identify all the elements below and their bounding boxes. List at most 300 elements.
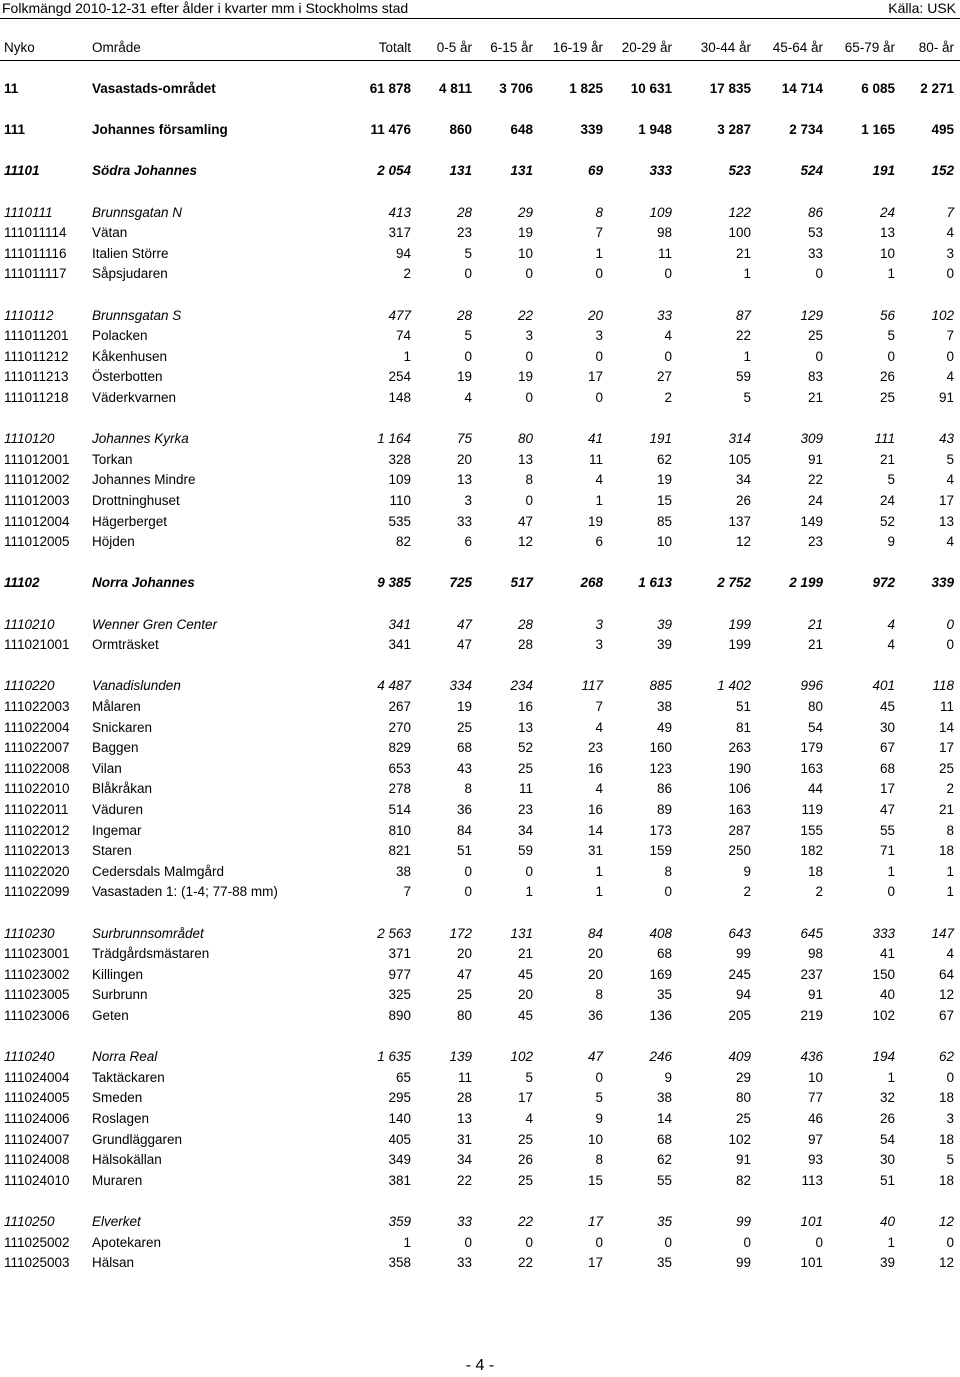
cell-nyko: 111022020	[4, 864, 70, 879]
cell-age-80: 11	[939, 699, 954, 714]
table-row	[0, 1089, 960, 1109]
cell-age-6-15: 0	[525, 390, 533, 405]
cell-age-0-5: 22	[456, 1173, 472, 1188]
cell-age-16-19: 8	[595, 987, 603, 1002]
cell-nyko: 111012005	[4, 534, 70, 549]
cell-age-0-5: 0	[464, 266, 472, 281]
cell-totalt: 514	[388, 802, 411, 817]
cell-age-0-5: 47	[456, 967, 472, 982]
cell-age-0-5: 131	[449, 163, 472, 178]
cell-age-45-64: 2 199	[789, 575, 823, 590]
cell-age-80: 3	[946, 1111, 954, 1126]
cell-age-16-19: 4	[595, 720, 603, 735]
cell-nyko: 111024004	[4, 1070, 70, 1085]
cell-age-16-19: 16	[587, 802, 603, 817]
cell-nyko: 1110250	[4, 1214, 55, 1229]
cell-totalt: 267	[388, 699, 411, 714]
table-row	[0, 842, 960, 862]
cell-age-65-79: 71	[879, 843, 895, 858]
cell-age-6-15: 0	[525, 1235, 533, 1250]
cell-age-45-64: 21	[807, 390, 823, 405]
cell-totalt: 38	[395, 864, 411, 879]
cell-age-65-79: 9	[887, 534, 895, 549]
cell-age-6-15: 22	[517, 1214, 533, 1229]
cell-age-30-44: 26	[735, 493, 751, 508]
cell-age-65-79: 56	[879, 308, 895, 323]
cell-age-6-15: 102	[510, 1049, 533, 1064]
cell-omrade: Johannes församling	[92, 122, 228, 137]
cell-age-30-44: 22	[735, 328, 751, 343]
cell-age-20-29: 89	[656, 802, 672, 817]
cell-age-65-79: 67	[879, 740, 895, 755]
cell-omrade: Wenner Gren Center	[92, 617, 218, 632]
column-header-age-20-29: 20-29 år	[621, 40, 672, 55]
cell-age-80: 64	[938, 967, 954, 982]
cell-omrade: Vasastads-området	[92, 81, 216, 96]
cell-age-6-15: 59	[517, 843, 533, 858]
cell-age-65-79: 51	[879, 1173, 895, 1188]
cell-age-80: 0	[946, 349, 954, 364]
cell-totalt: 1	[403, 349, 411, 364]
cell-totalt: 890	[388, 1008, 411, 1023]
cell-totalt: 1 164	[377, 431, 411, 446]
cell-nyko: 111012001	[4, 452, 70, 467]
cell-age-45-64: 645	[800, 926, 823, 941]
cell-age-45-64: 22	[807, 472, 823, 487]
cell-omrade: Kåkenhusen	[92, 349, 168, 364]
cell-age-6-15: 648	[510, 122, 533, 137]
cell-age-65-79: 4	[887, 637, 895, 652]
cell-totalt: 4 487	[377, 678, 411, 693]
cell-age-65-79: 40	[879, 1214, 895, 1229]
cell-age-0-5: 25	[456, 987, 472, 1002]
cell-age-80: 8	[946, 823, 954, 838]
cell-age-65-79: 972	[872, 575, 895, 590]
cell-age-6-15: 80	[517, 431, 533, 446]
cell-totalt: 65	[395, 1070, 411, 1085]
cell-age-20-29: 35	[656, 1255, 672, 1270]
cell-age-0-5: 334	[449, 678, 472, 693]
cell-age-20-29: 0	[664, 1235, 672, 1250]
cell-age-65-79: 1 165	[861, 122, 895, 137]
cell-age-20-29: 49	[656, 720, 672, 735]
cell-age-80: 339	[931, 575, 954, 590]
cell-age-6-15: 22	[517, 1255, 533, 1270]
cell-age-16-19: 0	[595, 1070, 603, 1085]
table-row	[0, 574, 960, 594]
cell-nyko: 111022012	[4, 823, 70, 838]
cell-age-65-79: 55	[879, 823, 895, 838]
cell-age-65-79: 10	[879, 246, 895, 261]
cell-omrade: Torkan	[92, 452, 133, 467]
cell-omrade: Cedersdals Malmgård	[92, 864, 225, 879]
cell-age-45-64: 97	[807, 1132, 823, 1147]
cell-totalt: 94	[395, 246, 411, 261]
cell-omrade: Grundläggaren	[92, 1132, 183, 1147]
cell-age-0-5: 33	[456, 514, 472, 529]
cell-nyko: 1110210	[4, 617, 55, 632]
cell-age-6-15: 29	[517, 205, 533, 220]
cell-age-30-44: 105	[728, 452, 751, 467]
table-row	[0, 739, 960, 759]
cell-age-45-64: 54	[807, 720, 823, 735]
cell-age-16-19: 17	[587, 369, 603, 384]
cell-age-30-44: 263	[728, 740, 751, 755]
cell-age-0-5: 11	[457, 1070, 472, 1085]
cell-age-0-5: 68	[456, 740, 472, 755]
cell-age-65-79: 5	[887, 328, 895, 343]
report-title: Folkmängd 2010-12-31 efter ålder i kvarter mm i Stockholms stad	[2, 0, 409, 16]
cell-age-65-79: 1	[887, 1070, 895, 1085]
table-row	[0, 966, 960, 986]
cell-omrade: Vilan	[92, 761, 122, 776]
cell-age-45-64: 0	[815, 266, 823, 281]
cell-age-20-29: 62	[656, 1152, 672, 1167]
cell-age-80: 2 271	[920, 81, 954, 96]
cell-totalt: 254	[388, 369, 411, 384]
cell-age-30-44: 190	[728, 761, 751, 776]
table-row	[0, 1213, 960, 1233]
cell-age-16-19: 1	[595, 493, 603, 508]
cell-age-16-19: 3	[595, 637, 603, 652]
cell-age-16-19: 3	[595, 617, 603, 632]
cell-age-16-19: 339	[580, 122, 603, 137]
cell-age-65-79: 54	[879, 1132, 895, 1147]
cell-age-16-19: 14	[587, 823, 603, 838]
cell-nyko: 1110220	[4, 678, 55, 693]
cell-nyko: 111025002	[4, 1235, 70, 1250]
cell-nyko: 111012004	[4, 514, 70, 529]
cell-age-65-79: 41	[879, 946, 895, 961]
cell-totalt: 821	[388, 843, 411, 858]
cell-age-0-5: 31	[456, 1132, 472, 1147]
cell-age-65-79: 30	[879, 720, 895, 735]
cell-totalt: 535	[388, 514, 411, 529]
cell-age-30-44: 99	[735, 946, 751, 961]
cell-age-80: 0	[946, 1070, 954, 1085]
cell-age-16-19: 20	[587, 967, 603, 982]
column-header-age-0-5: 0-5 år	[436, 40, 472, 55]
cell-omrade: Österbotten	[92, 369, 163, 384]
cell-age-45-64: 996	[800, 678, 823, 693]
cell-age-20-29: 191	[649, 431, 672, 446]
cell-omrade: Ormträsket	[92, 637, 159, 652]
cell-age-0-5: 84	[456, 823, 472, 838]
cell-totalt: 349	[388, 1152, 411, 1167]
cell-totalt: 278	[388, 781, 411, 796]
cell-age-65-79: 40	[879, 987, 895, 1002]
cell-age-65-79: 102	[872, 1008, 895, 1023]
cell-omrade: Baggen	[92, 740, 139, 755]
cell-age-45-64: 182	[800, 843, 823, 858]
cell-age-45-64: 98	[807, 946, 823, 961]
cell-nyko: 111011116	[4, 246, 67, 261]
cell-age-80: 18	[938, 843, 954, 858]
table-row	[0, 925, 960, 945]
cell-totalt: 325	[388, 987, 411, 1002]
cell-age-30-44: 94	[735, 987, 751, 1002]
cell-age-45-64: 14 714	[781, 81, 823, 96]
cell-age-0-5: 28	[456, 308, 472, 323]
cell-age-16-19: 7	[595, 699, 603, 714]
cell-nyko: 111022010	[4, 781, 70, 796]
cell-age-45-64: 25	[807, 328, 823, 343]
cell-omrade: Surbrunnsområdet	[92, 926, 204, 941]
cell-omrade: Geten	[92, 1008, 129, 1023]
cell-age-6-15: 4	[525, 1111, 533, 1126]
cell-age-0-5: 4 811	[438, 81, 472, 96]
cell-nyko: 111	[4, 122, 26, 137]
cell-nyko: 111024007	[4, 1132, 70, 1147]
cell-age-65-79: 1	[887, 1235, 895, 1250]
cell-age-16-19: 8	[595, 205, 603, 220]
table-row	[0, 801, 960, 821]
cell-age-6-15: 17	[517, 1090, 533, 1105]
cell-nyko: 11	[4, 81, 19, 96]
cell-age-6-15: 47	[517, 514, 533, 529]
cell-age-45-64: 101	[800, 1214, 823, 1229]
cell-age-20-29: 33	[656, 308, 672, 323]
cell-age-65-79: 32	[879, 1090, 895, 1105]
cell-omrade: Väduren	[92, 802, 144, 817]
cell-age-30-44: 17 835	[709, 81, 751, 96]
cell-totalt: 109	[388, 472, 411, 487]
cell-omrade: Italien Större	[92, 246, 169, 261]
cell-age-0-5: 172	[449, 926, 472, 941]
table-row	[0, 822, 960, 842]
cell-age-16-19: 9	[595, 1111, 603, 1126]
cell-totalt: 140	[388, 1111, 411, 1126]
cell-age-0-5: 19	[456, 369, 472, 384]
cell-omrade: Johannes Mindre	[92, 472, 196, 487]
cell-age-0-5: 8	[464, 781, 472, 796]
table-row	[0, 348, 960, 368]
cell-omrade: Målaren	[92, 699, 141, 714]
cell-totalt: 148	[388, 390, 411, 405]
cell-age-6-15: 23	[517, 802, 533, 817]
cell-age-6-15: 19	[517, 225, 533, 240]
table-row	[0, 265, 960, 285]
cell-age-30-44: 80	[735, 1090, 751, 1105]
cell-nyko: 111025003	[4, 1255, 70, 1270]
cell-age-16-19: 23	[587, 740, 603, 755]
cell-age-80: 4	[946, 369, 954, 384]
cell-age-20-29: 173	[649, 823, 672, 838]
cell-age-45-64: 91	[807, 452, 823, 467]
cell-age-65-79: 24	[879, 493, 895, 508]
cell-omrade: Södra Johannes	[92, 163, 198, 178]
cell-age-80: 7	[946, 205, 954, 220]
cell-age-65-79: 45	[879, 699, 895, 714]
cell-age-80: 0	[946, 266, 954, 281]
cell-age-30-44: 137	[728, 514, 751, 529]
cell-age-80: 4	[946, 946, 954, 961]
cell-age-0-5: 47	[456, 637, 472, 652]
cell-age-80: 2	[946, 781, 954, 796]
cell-nyko: 1110230	[4, 926, 55, 941]
cell-age-45-64: 23	[807, 534, 823, 549]
cell-age-0-5: 23	[456, 225, 472, 240]
cell-omrade: Vasastaden 1: (1-4; 77-88 mm)	[92, 884, 278, 899]
cell-age-0-5: 139	[449, 1049, 472, 1064]
cell-age-45-64: 80	[807, 699, 823, 714]
cell-totalt: 341	[388, 617, 411, 632]
cell-age-20-29: 2	[664, 390, 672, 405]
cell-omrade: Hälsan	[92, 1255, 135, 1270]
cell-nyko: 1110112	[4, 308, 54, 323]
table-row	[0, 780, 960, 800]
cell-age-65-79: 52	[879, 514, 895, 529]
table-row	[0, 224, 960, 244]
cell-nyko: 111012003	[4, 493, 70, 508]
cell-nyko: 111023005	[4, 987, 70, 1002]
cell-age-0-5: 51	[456, 843, 472, 858]
cell-age-65-79: 25	[879, 390, 895, 405]
cell-age-30-44: 82	[735, 1173, 751, 1188]
cell-age-65-79: 4	[887, 617, 895, 632]
cell-nyko: 111012002	[4, 472, 70, 487]
cell-age-16-19: 0	[595, 1235, 603, 1250]
cell-totalt: 328	[388, 452, 411, 467]
cell-age-6-15: 0	[525, 349, 533, 364]
cell-totalt: 317	[388, 225, 411, 240]
cell-age-45-64: 155	[800, 823, 823, 838]
cell-age-16-19: 5	[595, 1090, 603, 1105]
cell-omrade: Väderkvarnen	[92, 390, 177, 405]
cell-nyko: 111022003	[4, 699, 70, 714]
source-label: Källa: USK	[888, 0, 956, 16]
cell-age-16-19: 3	[595, 328, 603, 343]
cell-age-80: 147	[931, 926, 954, 941]
cell-age-6-15: 234	[510, 678, 533, 693]
cell-age-20-29: 1 613	[638, 575, 672, 590]
cell-age-0-5: 75	[456, 431, 472, 446]
cell-omrade: Norra Real	[92, 1049, 158, 1064]
cell-age-16-19: 20	[587, 946, 603, 961]
cell-age-30-44: 163	[728, 802, 751, 817]
cell-age-20-29: 68	[656, 946, 672, 961]
column-header-nyko: Nyko	[4, 40, 35, 55]
cell-age-30-44: 5	[743, 390, 751, 405]
cell-nyko: 111022007	[4, 740, 70, 755]
cell-totalt: 358	[388, 1255, 411, 1270]
cell-age-20-29: 55	[656, 1173, 672, 1188]
cell-age-20-29: 15	[656, 493, 672, 508]
column-header-row	[0, 38, 960, 61]
cell-age-80: 3	[946, 246, 954, 261]
cell-totalt: 74	[395, 328, 411, 343]
cell-age-45-64: 2 734	[789, 122, 823, 137]
cell-age-6-15: 131	[510, 163, 533, 178]
cell-age-45-64: 93	[807, 1152, 823, 1167]
cell-age-16-19: 15	[587, 1173, 603, 1188]
cell-age-0-5: 3	[464, 493, 472, 508]
column-header-age-65-79: 65-79 år	[844, 40, 895, 55]
cell-age-20-29: 38	[656, 1090, 672, 1105]
cell-totalt: 1	[403, 1235, 411, 1250]
cell-nyko: 111023002	[4, 967, 70, 982]
cell-age-0-5: 0	[464, 349, 472, 364]
cell-nyko: 111024010	[4, 1173, 70, 1188]
cell-nyko: 111022099	[4, 884, 70, 899]
cell-age-65-79: 194	[872, 1049, 895, 1064]
cell-totalt: 7	[403, 884, 411, 899]
cell-age-0-5: 0	[464, 1235, 472, 1250]
cell-age-30-44: 87	[735, 308, 751, 323]
cell-age-0-5: 47	[456, 617, 472, 632]
cell-age-30-44: 99	[735, 1214, 751, 1229]
cell-age-0-5: 28	[456, 1090, 472, 1105]
cell-age-6-15: 28	[517, 617, 533, 632]
cell-age-20-29: 159	[649, 843, 672, 858]
cell-age-65-79: 0	[887, 884, 895, 899]
cell-age-80: 12	[938, 1214, 954, 1229]
table-row	[0, 1151, 960, 1171]
cell-age-80: 18	[938, 1173, 954, 1188]
cell-age-6-15: 52	[517, 740, 533, 755]
cell-nyko: 11102	[4, 575, 40, 590]
cell-age-65-79: 1	[887, 864, 895, 879]
cell-age-6-15: 0	[525, 493, 533, 508]
cell-age-0-5: 6	[464, 534, 472, 549]
cell-nyko: 111011114	[4, 225, 67, 240]
cell-age-30-44: 314	[728, 431, 751, 446]
cell-age-20-29: 109	[649, 205, 672, 220]
table-row	[0, 863, 960, 883]
table-row	[0, 204, 960, 224]
cell-totalt: 1 635	[377, 1049, 411, 1064]
column-header-age-16-19: 16-19 år	[552, 40, 603, 55]
cell-age-20-29: 10	[656, 534, 672, 549]
column-header-age-45-64: 45-64 år	[772, 40, 823, 55]
cell-age-20-29: 333	[649, 163, 672, 178]
cell-age-80: 0	[946, 617, 954, 632]
cell-age-16-19: 8	[595, 1152, 603, 1167]
cell-age-45-64: 10	[807, 1070, 823, 1085]
table-row	[0, 1069, 960, 1089]
table-row	[0, 1110, 960, 1130]
cell-age-80: 43	[938, 431, 954, 446]
page-header	[0, 0, 960, 19]
table-row	[0, 636, 960, 656]
cell-nyko: 111022004	[4, 720, 70, 735]
cell-nyko: 111024006	[4, 1111, 70, 1126]
cell-nyko: 111011218	[4, 390, 69, 405]
cell-age-65-79: 13	[879, 225, 895, 240]
cell-age-80: 4	[946, 225, 954, 240]
cell-age-16-19: 1 825	[569, 81, 603, 96]
cell-age-6-15: 45	[517, 967, 533, 982]
cell-age-20-29: 68	[656, 1132, 672, 1147]
cell-age-45-64: 119	[801, 802, 823, 817]
table-row	[0, 368, 960, 388]
cell-age-45-64: 21	[807, 637, 823, 652]
cell-age-80: 18	[938, 1132, 954, 1147]
cell-age-20-29: 27	[656, 369, 672, 384]
cell-age-30-44: 81	[735, 720, 751, 735]
cell-age-6-15: 34	[517, 823, 533, 838]
cell-age-20-29: 86	[656, 781, 672, 796]
cell-age-80: 7	[946, 328, 954, 343]
cell-age-20-29: 408	[649, 926, 672, 941]
cell-age-65-79: 333	[872, 926, 895, 941]
cell-age-6-15: 1	[525, 884, 533, 899]
cell-age-6-15: 25	[517, 1173, 533, 1188]
cell-age-80: 4	[946, 534, 954, 549]
cell-age-65-79: 26	[879, 369, 895, 384]
cell-age-45-64: 524	[800, 163, 823, 178]
cell-age-65-79: 1	[887, 266, 895, 281]
